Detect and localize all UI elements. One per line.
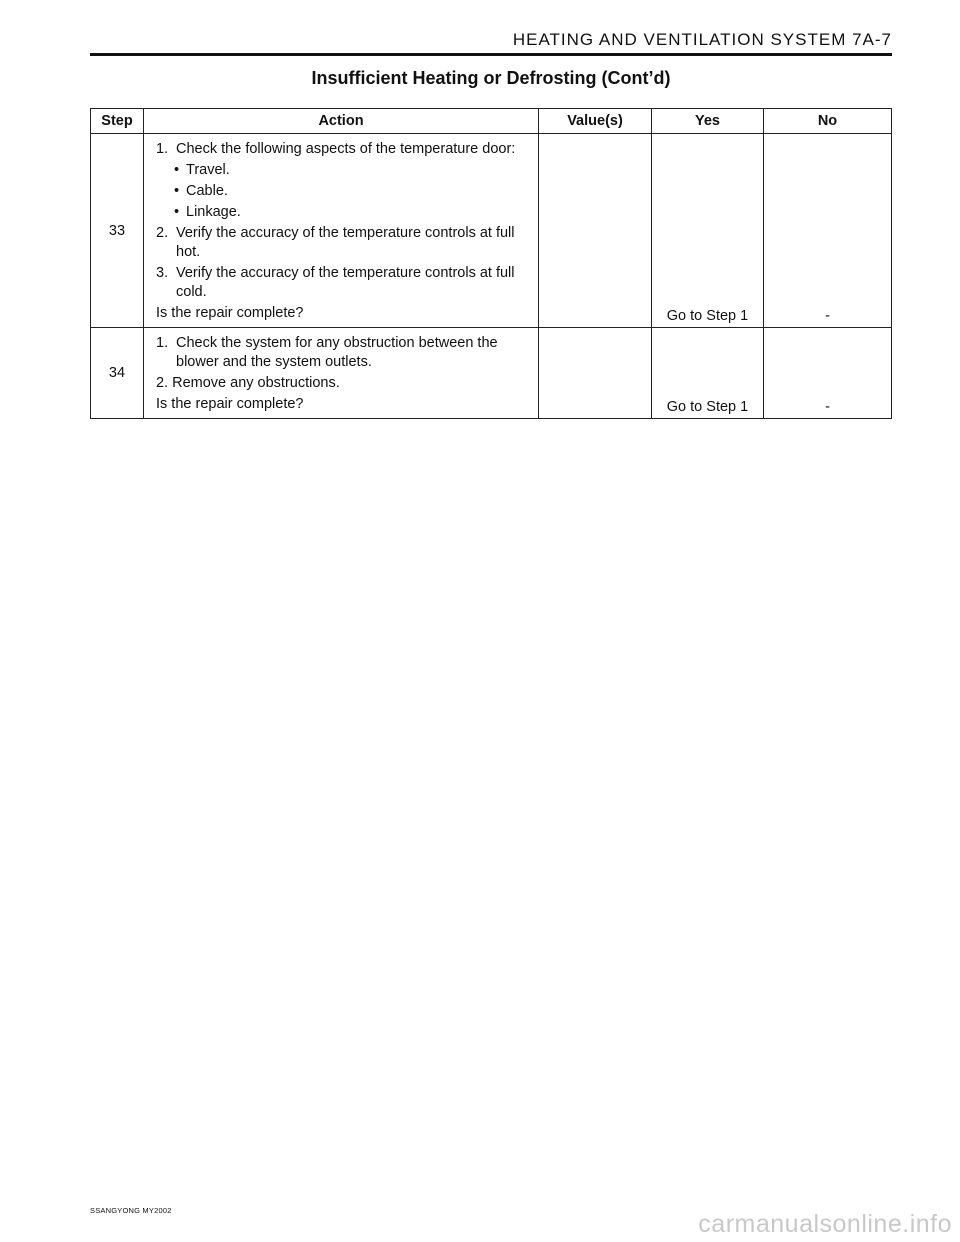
table-row — [91, 134, 892, 328]
page-title: Insufficient Heating or Defrosting (Cont’d) — [311, 68, 671, 88]
instruction-text: Linkage. — [186, 204, 241, 220]
instruction-text: Cable. — [186, 183, 228, 199]
step-number: 33 — [91, 134, 144, 328]
instruction-text: Travel. — [186, 162, 230, 178]
step-question: Is the repair complete? — [156, 396, 304, 412]
table-header-row — [91, 109, 892, 134]
step-number: 34 — [91, 328, 144, 419]
diagnostic-table — [90, 108, 892, 419]
no-outcome: - — [764, 328, 892, 419]
numbered-instruction — [156, 140, 528, 159]
bullet-instruction — [174, 182, 528, 201]
value-cell — [539, 134, 652, 328]
action-cell — [144, 328, 539, 419]
instruction-text: Check the following aspects of the temperature door: — [176, 141, 516, 157]
instruction-number: 1. — [156, 335, 169, 351]
column-header-no: No — [764, 109, 892, 134]
bullet-icon: • — [174, 183, 180, 199]
section-header-title: HEATING AND VENTILATION SYSTEM 7A-7 — [512, 30, 892, 49]
column-header-values: Value(s) — [539, 109, 652, 134]
column-header-action: Action — [144, 109, 539, 134]
instruction-text: Verify the accuracy of the temperature controls at full hot. — [176, 225, 515, 260]
instruction-text: Check the system for any obstruction between the blower and the system outlets. — [176, 335, 498, 370]
instruction-text: Verify the accuracy of the temperature controls at full cold. — [176, 265, 515, 300]
numbered-instruction — [156, 334, 528, 372]
bullet-icon: • — [174, 162, 180, 178]
watermark-text: carmanualsonline.info — [698, 1210, 952, 1238]
column-header-yes: Yes — [652, 109, 764, 134]
step-question: Is the repair complete? — [156, 305, 304, 321]
table-row — [91, 328, 892, 419]
numbered-instruction — [156, 224, 528, 262]
yes-outcome: Go to Step 1 — [652, 134, 764, 328]
instruction-line: 2. Remove any obstructions. — [156, 375, 340, 391]
header-rule — [90, 53, 892, 56]
action-cell — [144, 134, 539, 328]
instruction-number: 3. — [156, 265, 169, 281]
instruction-number: 2. — [156, 225, 169, 241]
bullet-instruction — [174, 161, 528, 180]
no-outcome: - — [764, 134, 892, 328]
column-header-step: Step — [91, 109, 144, 134]
numbered-instruction — [156, 264, 528, 302]
value-cell — [539, 328, 652, 419]
footer-brand: SSANGYONG MY2002 — [90, 1206, 172, 1215]
yes-outcome: Go to Step 1 — [652, 328, 764, 419]
instruction-number: 1. — [156, 141, 169, 157]
bullet-icon: • — [174, 204, 180, 220]
bullet-instruction — [174, 203, 528, 222]
